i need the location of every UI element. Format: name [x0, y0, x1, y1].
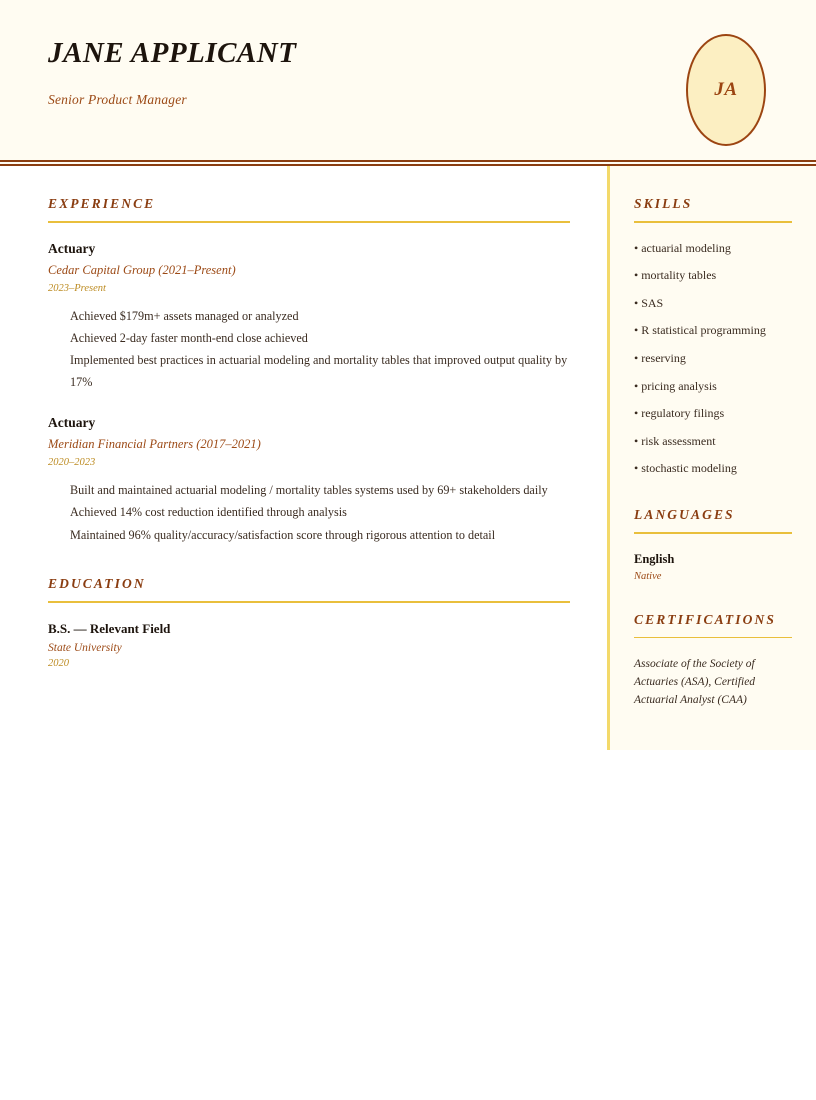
bullet-icon: •: [634, 406, 639, 421]
education-school: State University: [48, 641, 122, 654]
language-name: English: [634, 551, 675, 566]
bullet-icon: •: [634, 240, 639, 255]
experience-organization: Meridian Financial Partners (2017–2021): [48, 436, 261, 451]
experience-role: Actuary: [48, 240, 96, 256]
experience-bullet: Achieved 2-day faster month-end close achieved: [70, 330, 308, 345]
education-heading: EDUCATION: [48, 576, 146, 591]
experience-dates: 2020–2023: [48, 456, 96, 468]
sidebar-column: [607, 166, 816, 750]
list-item: [634, 406, 792, 422]
experience-entry: [48, 415, 570, 546]
skill-label: risk assessment: [641, 433, 716, 448]
skill-label: actuarial modeling: [641, 240, 731, 255]
skill-label: mortality tables: [641, 268, 717, 283]
bullet-icon: •: [634, 433, 639, 448]
skills-section: [634, 196, 792, 477]
main-column: [0, 166, 607, 669]
experience-section: [48, 196, 570, 546]
education-degree: B.S. — Relevant Field: [48, 620, 171, 636]
list-item: [634, 351, 792, 367]
skill-label: R statistical programming: [641, 323, 766, 338]
list-item: [634, 296, 792, 312]
page-title: JANE APPLICANT: [48, 37, 297, 69]
skills-heading: SKILLS: [634, 196, 693, 211]
languages-heading-rule: [634, 532, 792, 534]
bullet-icon: •: [634, 268, 639, 283]
list-item: [634, 379, 792, 395]
bullet-icon: •: [634, 295, 639, 310]
experience-bullet: Achieved $179m+ assets managed or analyzed: [70, 308, 299, 323]
bullet-icon: •: [634, 350, 639, 365]
certifications-text: Associate of the Society of Actuaries (ASA), Certified Actuarial Analyst (CAA): [634, 658, 756, 706]
skill-label: pricing analysis: [641, 378, 717, 393]
experience-bullet: Maintained 96% quality/accuracy/satisfaction score through rigorous attention to detail: [70, 527, 496, 542]
experience-bullet: Achieved 14% cost reduction identified through analysis: [70, 505, 347, 520]
language-level: Native: [634, 570, 662, 582]
list-item: [634, 323, 792, 339]
avatar-initials: JA: [714, 79, 738, 100]
bullet-icon: •: [634, 323, 639, 338]
language-entry: [634, 552, 792, 582]
skill-label: SAS: [641, 295, 664, 310]
experience-bullet-list: [48, 480, 570, 546]
experience-heading-rule: [48, 221, 570, 223]
education-year: 2020: [48, 657, 69, 669]
list-item: [634, 268, 792, 284]
experience-bullet: Implemented best practices in actuarial modeling and mortality tables that improved output quality by 17%: [70, 353, 568, 389]
bullet-icon: •: [634, 378, 639, 393]
list-item: [634, 434, 792, 450]
skill-label: regulatory filings: [641, 406, 725, 421]
list-item: [634, 461, 792, 477]
experience-dates: 2023–Present: [48, 282, 106, 294]
certifications-heading-rule: [634, 637, 792, 639]
bullet-icon: •: [634, 461, 639, 476]
experience-entry: [48, 241, 570, 393]
list-item: [634, 241, 792, 257]
certifications-section: [634, 612, 792, 710]
languages-heading: LANGUAGES: [634, 506, 735, 522]
skill-label: reserving: [641, 350, 686, 365]
avatar: [686, 34, 766, 146]
languages-section: [634, 507, 792, 582]
resume-body: [0, 166, 816, 750]
resume-header: [0, 0, 816, 160]
education-heading-rule: [48, 601, 570, 603]
education-section: [48, 576, 570, 669]
experience-organization: Cedar Capital Group (2021–Present): [48, 262, 236, 277]
skills-heading-rule: [634, 221, 792, 223]
experience-bullet: Built and maintained actuarial modeling / mortality tables systems used by 69+ stakeholders daily: [70, 482, 548, 497]
experience-role: Actuary: [48, 414, 96, 430]
experience-heading: EXPERIENCE: [48, 196, 156, 211]
header-subtitle: Senior Product Manager: [48, 91, 187, 107]
certifications-heading: CERTIFICATIONS: [634, 611, 776, 627]
experience-bullet-list: [48, 306, 570, 393]
skill-label: stochastic modeling: [641, 461, 737, 476]
